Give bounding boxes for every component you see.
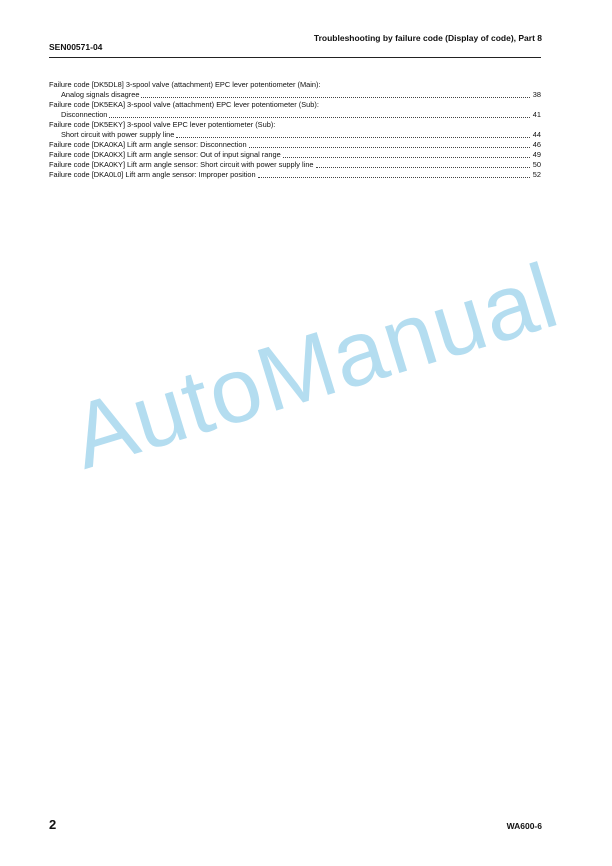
- toc-entry[interactable]: [49, 120, 541, 140]
- toc-entry-title: Disconnection: [61, 110, 108, 119]
- toc-entry-title: Failure code [DKA0KX] Lift arm angle sensor: Out of input signal range: [49, 150, 281, 159]
- dot-leader: [316, 166, 530, 168]
- toc-entry[interactable]: [49, 140, 541, 150]
- toc-entry-title: Failure code [DKA0L0] Lift arm angle sensor: Improper position: [49, 170, 256, 179]
- dot-leader: [249, 146, 530, 148]
- dot-leader: [258, 176, 530, 178]
- dot-leader: [283, 156, 530, 158]
- toc-entry-title: Short circuit with power supply line: [61, 130, 175, 139]
- header-divider: [49, 57, 541, 58]
- toc-entry-heading: Failure code [DK5EKA] 3-spool valve (attachment) EPC lever potentiometer (Sub):: [49, 100, 319, 109]
- page-number: 2: [49, 817, 57, 832]
- model-code: WA600-6: [506, 821, 542, 831]
- toc-entry[interactable]: [49, 100, 541, 120]
- toc-entry-title: Failure code [DKA0KY] Lift arm angle sensor: Short circuit with power supply line: [49, 160, 314, 169]
- toc-entry-title: Analog signals disagree: [61, 90, 140, 99]
- toc-page-number: 52: [532, 170, 541, 179]
- toc-entry-title: Failure code [DKA0KA] Lift arm angle sensor: Disconnection: [49, 140, 247, 149]
- dot-leader: [141, 96, 530, 98]
- watermark: AutoManual: [60, 244, 570, 489]
- toc-entry[interactable]: [49, 160, 541, 170]
- toc-entry[interactable]: [49, 170, 541, 180]
- document-code: SEN00571-04: [49, 42, 103, 52]
- toc-page-number: 50: [532, 160, 541, 169]
- toc-page-number: 49: [532, 150, 541, 159]
- toc-entry[interactable]: [49, 80, 541, 100]
- toc-page-number: 38: [532, 90, 541, 99]
- toc-entry-heading: Failure code [DK5EKY] 3-spool valve EPC lever potentiometer (Sub):: [49, 120, 276, 129]
- table-of-contents: [49, 80, 541, 180]
- toc-entry[interactable]: [49, 150, 541, 160]
- section-title: Troubleshooting by failure code (Display of code), Part 8: [313, 33, 542, 43]
- dot-leader: [109, 116, 530, 118]
- toc-page-number: 41: [532, 110, 541, 119]
- toc-page-number: 44: [532, 130, 541, 139]
- toc-page-number: 46: [532, 140, 541, 149]
- dot-leader: [176, 136, 530, 138]
- toc-entry-heading: Failure code [DK5DL8] 3-spool valve (attachment) EPC lever potentiometer (Main):: [49, 80, 321, 89]
